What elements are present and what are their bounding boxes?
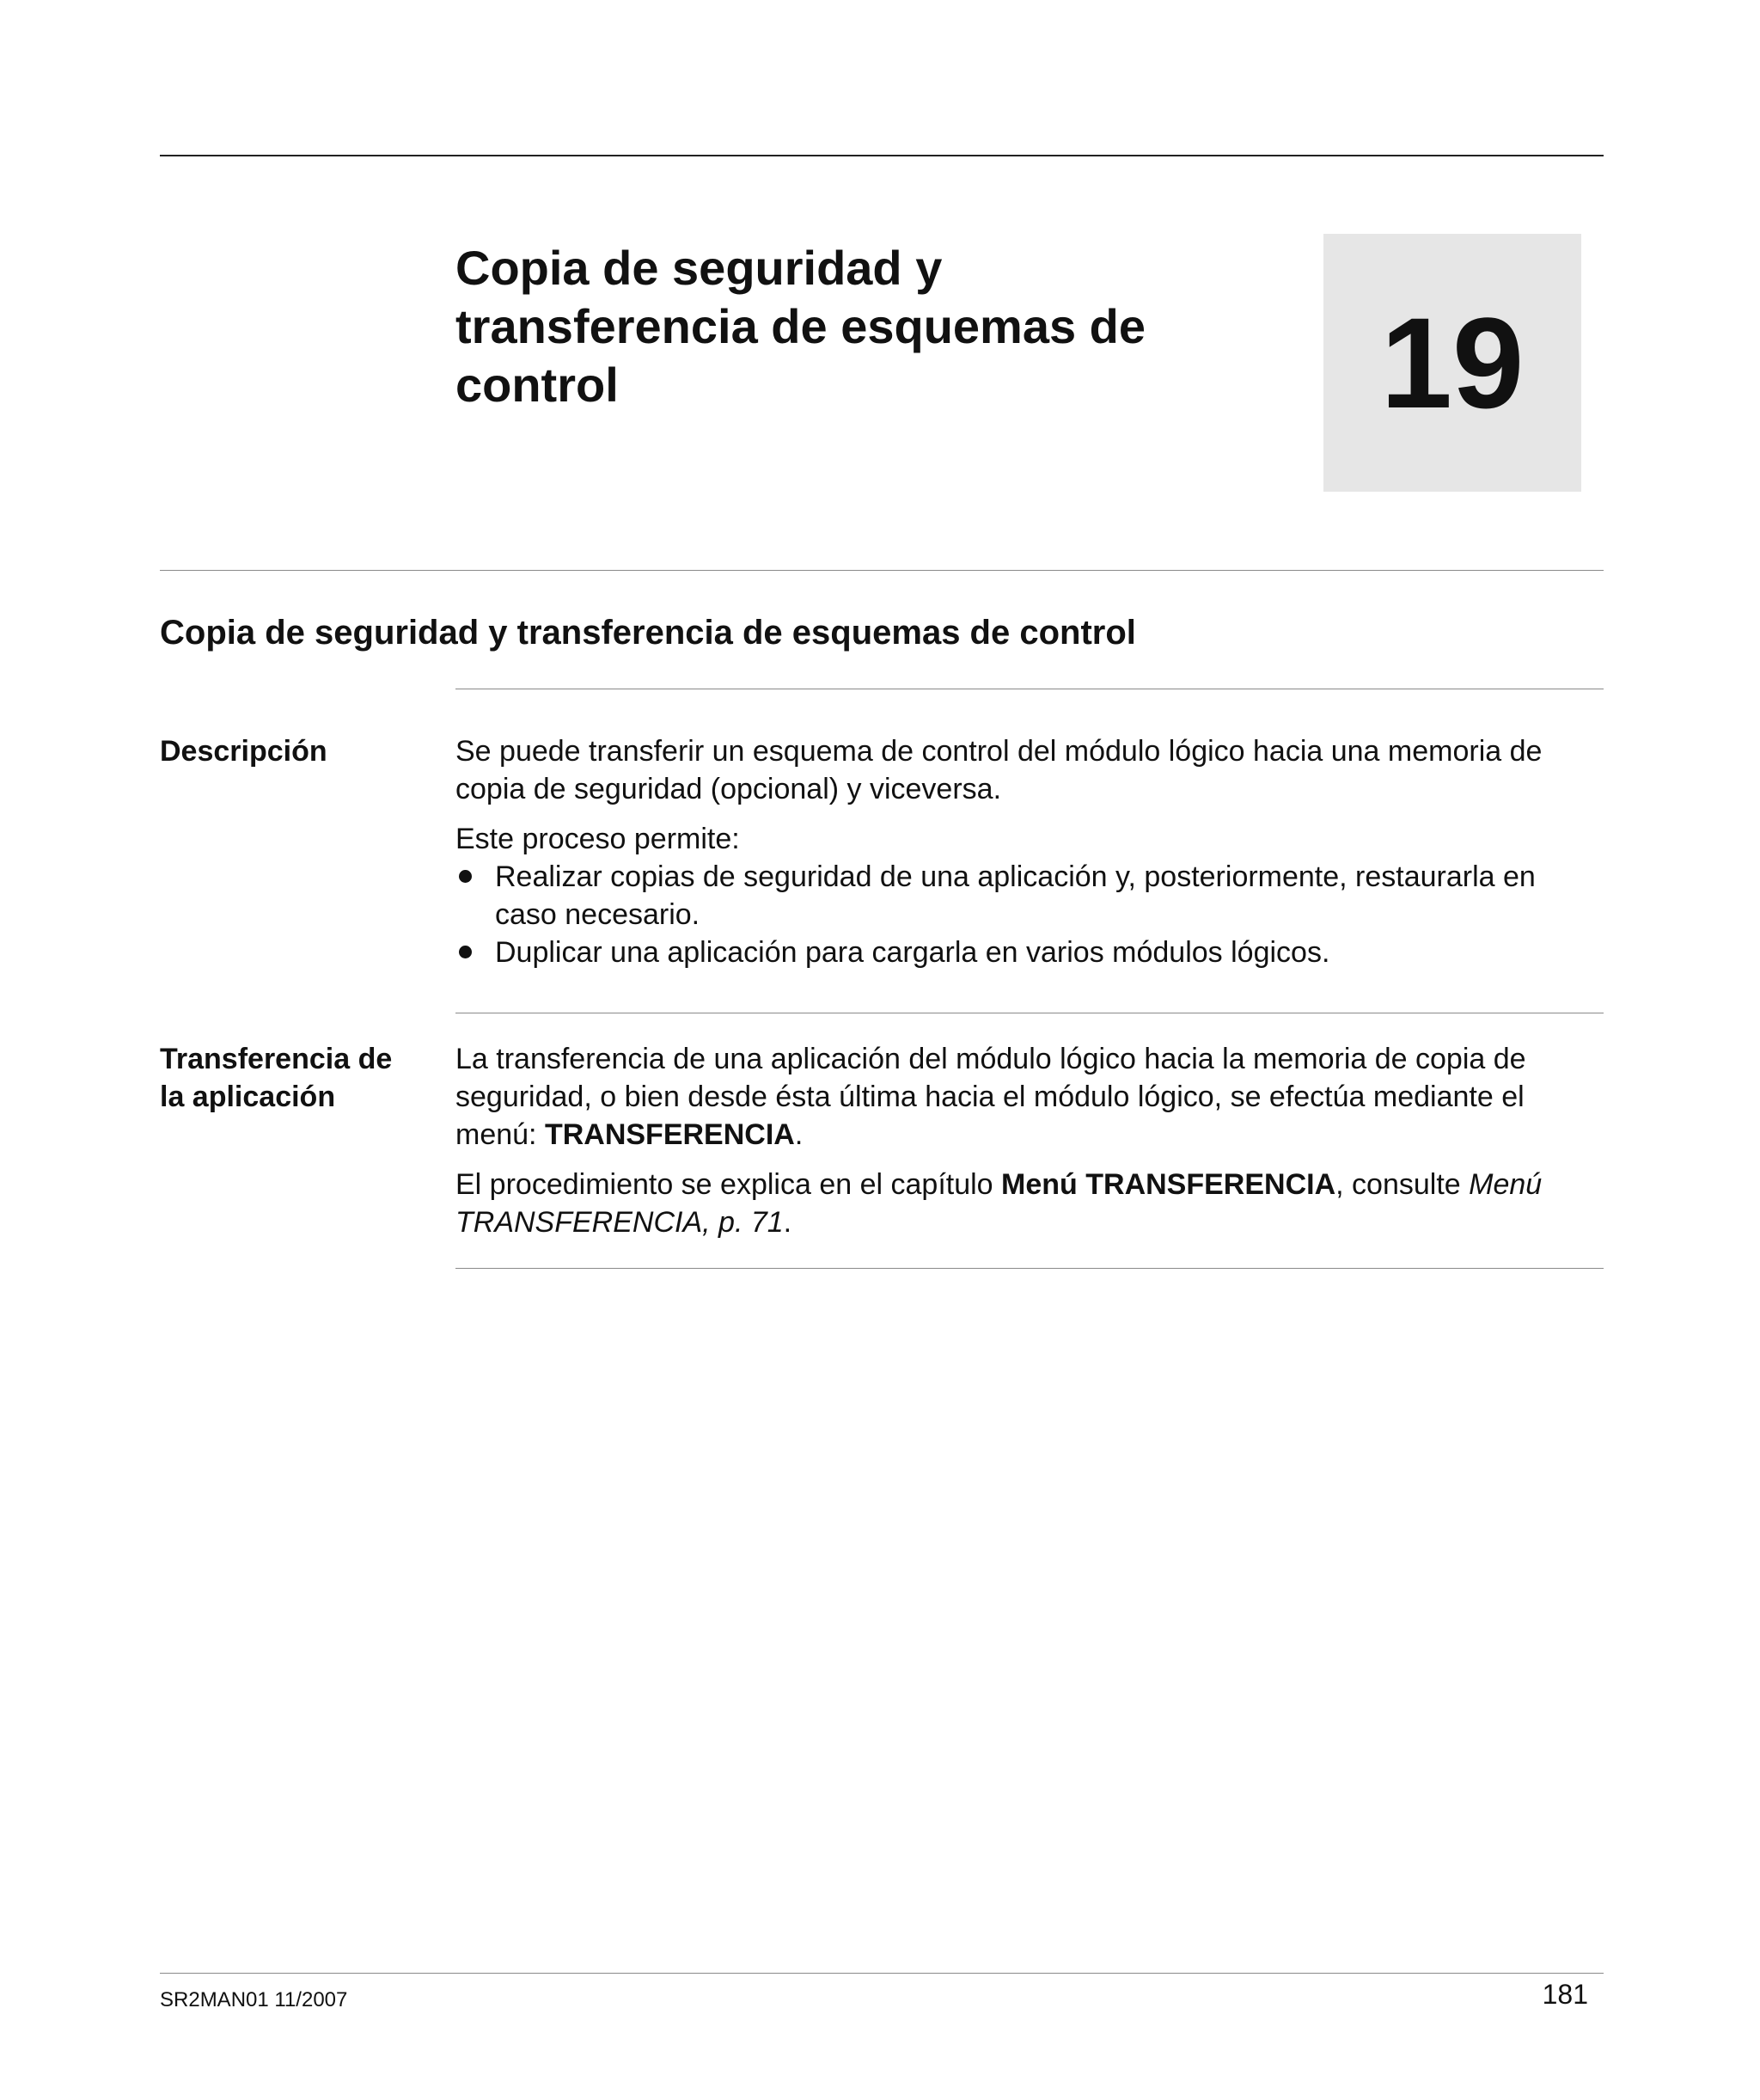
transferencia-label-line-2: la aplicación: [160, 1081, 336, 1113]
transferencia-paragraph-2: [455, 1166, 1598, 1241]
transferencia-body: [455, 1040, 1598, 1253]
section-heading: Copia de seguridad y transferencia de esquemas de control: [160, 614, 1136, 652]
transferencia-paragraph-1-end: .: [794, 1118, 804, 1151]
transferencia-paragraph-2-mid: , consulte: [1335, 1168, 1470, 1201]
chapter-title: [455, 239, 1195, 414]
transferencia-bottom-rule: [455, 1268, 1604, 1269]
transferencia-label-line-1: Transferencia de: [160, 1043, 393, 1075]
footer-doc-ref: SR2MAN01 11/2007: [160, 1988, 348, 2011]
transferencia-chapter-term: Menú TRANSFERENCIA: [1001, 1168, 1336, 1201]
transferencia-paragraph-1-text: La transferencia de una aplicación del módulo lógico hacia la memoria de copia de seguridad, o bien desde ésta última hacia el módulo lógico, se efectúa mediante el menú:: [455, 1043, 1526, 1151]
bullet-icon: [459, 870, 472, 883]
descripcion-paragraph-2: Este proceso permite:: [455, 823, 740, 855]
footer-page-number: 181: [1542, 1979, 1588, 2010]
chapter-number-box: [1323, 234, 1581, 492]
footer-rule: [160, 1973, 1604, 1974]
chapter-number: 19: [1380, 291, 1525, 435]
chapter-title-line-2: transferencia de esquemas de: [455, 299, 1146, 353]
transferencia-label: [160, 1040, 435, 1116]
chapter-title-line-3: control: [455, 358, 619, 412]
transferencia-paragraph-2-text: El procedimiento se explica en el capítulo: [455, 1168, 1002, 1201]
chapter-title-line-1: Copia de seguridad y: [455, 241, 943, 295]
descripcion-body: [455, 732, 1598, 971]
descripcion-label: Descripción: [160, 735, 327, 768]
top-rule: [160, 155, 1604, 156]
list-item: [455, 934, 1598, 971]
transferencia-paragraph-2-end: .: [783, 1206, 792, 1239]
descripcion-bullet-list: [455, 858, 1598, 971]
bullet-icon: [459, 946, 472, 958]
transferencia-cross-reference[interactable]: Menú TRANSFERENCIA, p. 71: [455, 1168, 1543, 1239]
descripcion-paragraph-1: Se puede transferir un esquema de control del módulo lógico hacia una memoria de copia de seguridad (opcional) y viceversa.: [455, 735, 1543, 805]
section-top-rule: [160, 570, 1604, 571]
list-item: [455, 858, 1598, 934]
list-item-text: Duplicar una aplicación para cargarla en varios módulos lógicos.: [495, 936, 1330, 969]
transferencia-menu-term: TRANSFERENCIA: [544, 1118, 795, 1151]
list-item-text: Realizar copias de seguridad de una aplicación y, posteriormente, restaurarla en caso necesario.: [495, 860, 1536, 931]
transferencia-paragraph-1: [455, 1040, 1598, 1154]
